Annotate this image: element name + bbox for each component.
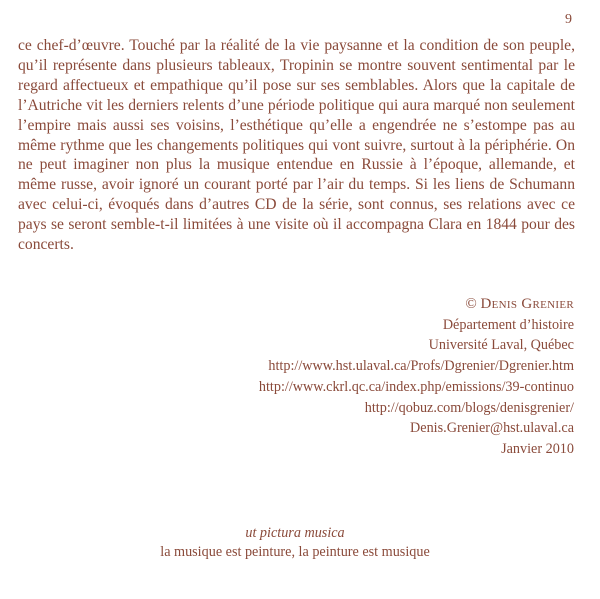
author-line — [259, 294, 574, 315]
author-url-profile: http://www.hst.ulaval.ca/Profs/Dgrenier/Dgrenier.htm — [268, 358, 574, 375]
author-url-radio: http://www.ckrl.qc.ca/index.php/emissions/39-continuo — [258, 378, 574, 395]
university: Université Laval, Québec — [428, 337, 574, 354]
signature-date: Janvier 2010 — [501, 440, 574, 457]
motto-block — [0, 524, 590, 562]
motto-text: la musique est peinture, la peinture est musique — [160, 544, 430, 560]
department: Département d’histoire — [442, 316, 574, 333]
motto-title: ut pictura musica — [245, 525, 345, 541]
page-number: 9 — [565, 12, 572, 27]
author-signature-block — [259, 294, 574, 460]
author-email: Denis.Grenier@hst.ulaval.ca — [410, 420, 574, 437]
author-name: Denis Grenier — [480, 296, 574, 312]
body-paragraph: ce chef-d’œuvre. Touché par la réalité de la vie paysanne et la condition de son peuple, qu’il représente dans plusieurs tableaux, Tropinin se montre souvent sentimental par le regard affectueux et empathique qu’il pose sur ses semblables. Alors que la capitale de l’Autriche vit les derniers relents d’une période politique qui aura marqué non seulement l’empire mais aussi ses voisins, l’esthétique qu’elle a engendrée ne s’estompe pas au même rythme que les changements politiques qui vont suivre, surtout à la périphérie. On ne peut imaginer non plus la musique entendue en Russie à l’époque, allemande, et même russe, avoir ignoré un courant porté par l’air du temps. Si les liens de Schumann avec celui-ci, évoqués dans d’autres CD de la série, sont connus, ses relations avec ce pays se seront semble-t-il limitées à une visite où il accompagna Clara en 1844 pour des concerts. — [18, 37, 575, 254]
copyright-symbol: © — [465, 296, 477, 312]
author-url-blog: http://qobuz.com/blogs/denisgrenier/ — [364, 399, 574, 416]
